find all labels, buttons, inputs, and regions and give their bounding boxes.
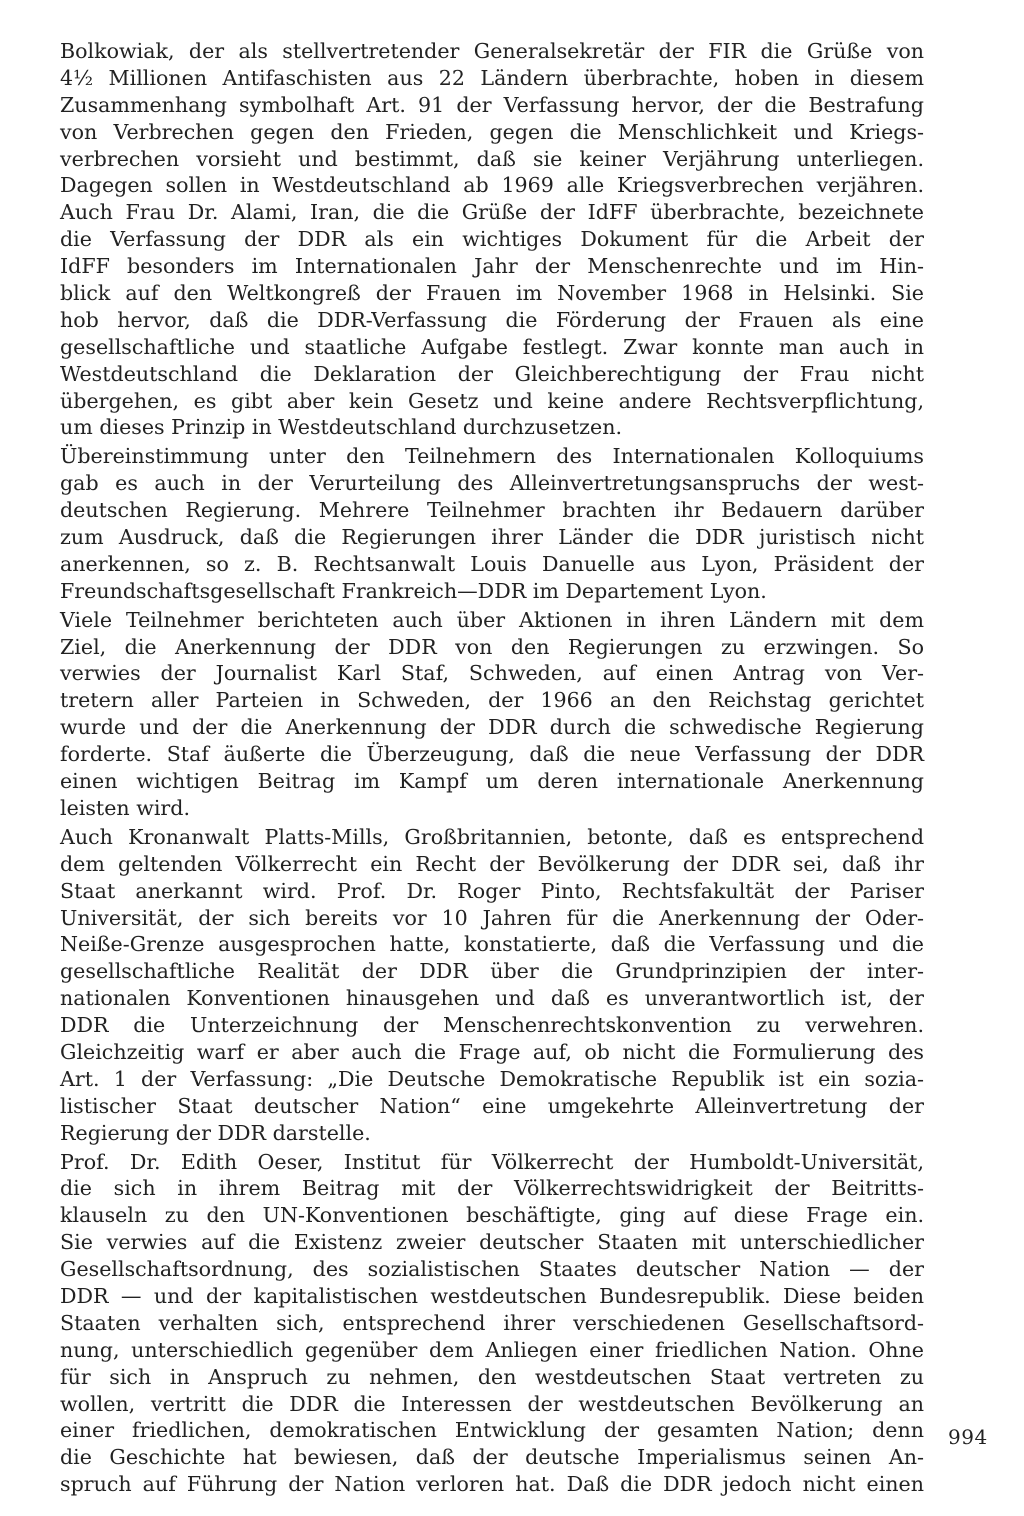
text-line (60, 687, 924, 714)
text-run: Gesellschaftsordnung, des sozialistischen Staates deutscher Nation — der (60, 1257, 924, 1282)
text-line (60, 1202, 924, 1229)
text-run: zum Ausdruck, daß die Regierungen ihrer Länder die DDR juristisch nicht (60, 525, 924, 550)
text-run: für sich in Anspruch zu nehmen, den westdeutschen Staat vertreten zu (60, 1364, 924, 1389)
text-line (60, 768, 924, 795)
text-run: listischer Staat deutscher Nation“ eine umgekehrte Alleinvertretung der (60, 1093, 924, 1118)
text-run: wollen, vertritt die DDR die Interessen der westdeutschen Bevölkerung an (60, 1391, 924, 1416)
text-line (60, 1012, 924, 1039)
text-run: übergehen, es gibt aber kein Gesetz und keine andere Rechtsverpflichtung, (60, 388, 924, 413)
text-line (60, 1256, 924, 1283)
italic-name: Platts-Mills, (264, 824, 390, 849)
text-run: Sie verwies auf die Existenz zweier deutscher Staaten mit unterschiedlicher (60, 1230, 924, 1255)
text-line (60, 1229, 924, 1256)
text-run: tretern aller Parteien in Schweden, der 1966 an den Reichstag gerichtet (60, 688, 924, 713)
body-text (60, 38, 924, 1500)
text-run: deutschen Regierung. Mehrere Teilnehmer brachten ihr Bedauern darüber (60, 498, 924, 523)
text-run: aus Lyon, Präsident der (634, 551, 924, 576)
text-line (60, 334, 924, 361)
text-line (60, 1283, 924, 1310)
text-run: Staaten verhalten sich, entsprechend ihrer verschiedenen Gesellschaftsord- (60, 1310, 924, 1335)
text-line (60, 985, 924, 1012)
text-run: Dagegen sollen in Westdeutschland ab 1969 alle Kriegsverbrechen verjähren. (60, 173, 924, 198)
text-line (60, 1444, 924, 1471)
text-run: Westdeutschland die Deklaration der Gleichberechtigung der Frau nicht (60, 361, 924, 386)
text-run: hob hervor, daß die DDR-Verfassung die Förderung der Frauen als eine (60, 307, 924, 332)
text-line (60, 578, 924, 605)
text-run: verbrechen vorsieht und bestimmt, daß sie keiner Verjährung unterliegen. (60, 146, 924, 171)
text-line (60, 307, 924, 334)
italic-name: Bolkowiak, (60, 39, 175, 63)
text-line (60, 38, 924, 65)
text-line (60, 199, 924, 226)
paragraph (60, 607, 924, 822)
text-line (60, 497, 924, 524)
text-run: der als stellvertretender Generalsekretär der FIR die Grüße von (174, 39, 924, 63)
text-run: Schweden, auf einen Antrag von Ver- (449, 661, 925, 686)
italic-name: Prof. Dr. Roger Pinto, (336, 878, 602, 903)
text-line (60, 795, 924, 822)
text-run: gesellschaftliche Realität der DDR über die Grundprinzipien der inter- (60, 959, 924, 984)
page-number: 994 (948, 1425, 988, 1449)
text-line (60, 1471, 924, 1498)
text-run: Regierung der DDR darstelle. (60, 1120, 371, 1145)
text-line (60, 470, 924, 497)
text-line (60, 1093, 924, 1120)
text-run: Gleichzeitig warf er aber auch die Frage auf, ob nicht die Formulierung des (60, 1039, 924, 1064)
text-line (60, 660, 924, 687)
text-run: Institut für Völkerrecht der Humboldt-Universität, (323, 1149, 924, 1174)
text-line (60, 361, 924, 388)
text-run: Auch Kronanwalt (60, 824, 265, 849)
text-line (60, 905, 924, 932)
text-line (60, 714, 924, 741)
text-run: verwies der Journalist (60, 661, 337, 686)
text-run: nationalen Konventionen hinausgehen und daß es unverantwortlich ist, der (60, 986, 924, 1011)
italic-name: Louis Danuelle (470, 551, 635, 576)
text-run: Viele Teilnehmer berichteten auch über Aktionen in ihren Ländern mit dem (60, 607, 924, 632)
text-run: einen wichtigen Beitrag im Kampf um deren internationale Anerkennung (60, 769, 924, 794)
text-run: die Verfassung der DDR als ein wichtiges Dokument für die Arbeit der (60, 227, 924, 252)
text-line (60, 226, 924, 253)
text-line (60, 1120, 924, 1147)
text-line (60, 851, 924, 878)
text-line (60, 1039, 924, 1066)
text-line (60, 607, 924, 634)
italic-name: Karl Staf, (336, 661, 450, 686)
text-line (60, 146, 924, 173)
text-line (60, 931, 924, 958)
text-run: um dieses Prinzip in Westdeutschland durchzusetzen. (60, 415, 623, 440)
italic-name: Dr. Alami, (187, 200, 298, 225)
text-line (60, 1149, 924, 1176)
text-run: forderte. Staf äußerte die Überzeugung, daß die neue Verfassung der DDR (60, 742, 924, 767)
text-line (60, 1175, 924, 1202)
text-run: Auch Frau (60, 200, 188, 225)
text-line (60, 414, 924, 441)
text-run: 4½ Millionen Antifaschisten aus 22 Ländern überbrachte, hoben in diesem (60, 65, 924, 90)
text-run: einer friedlichen, demokratischen Entwicklung der gesamten Nation; denn (60, 1418, 924, 1443)
text-line (60, 172, 924, 199)
text-run: Ziel, die Anerkennung der DDR von den Regierungen zu erzwingen. So (60, 634, 924, 659)
text-run: die Geschichte hat bewiesen, daß der deutsche Imperialismus seinen An- (60, 1445, 924, 1470)
text-line (60, 958, 924, 985)
text-line (60, 1337, 924, 1364)
text-run: blick auf den Weltkongreß der Frauen im November 1968 in Helsinki. Sie (60, 281, 924, 306)
text-line (60, 551, 924, 578)
text-run: Iran, die die Grüße der IdFF überbrachte, bezeichnete (297, 200, 924, 225)
text-run: Neiße-Grenze ausgesprochen hatte, konstatierte, daß die Verfassung und die (60, 932, 924, 957)
text-run: nung, unterschiedlich gegenüber dem Anliegen einer friedlichen Nation. Ohne (60, 1337, 924, 1362)
text-line (60, 524, 924, 551)
paragraph (60, 1149, 924, 1499)
text-run: Übereinstimmung unter den Teilnehmern des Internationalen Kolloquiums (60, 444, 924, 469)
text-run: Universität, der sich bereits vor 10 Jahren für die Anerkennung der Oder- (60, 905, 924, 930)
text-run: Zusammenhang symbolhaft Art. 91 der Verfassung hervor, der die Bestrafung (60, 92, 924, 117)
paragraph (60, 443, 924, 604)
text-line (60, 1066, 924, 1093)
text-run: anerkennen, so z. B. Rechtsanwalt (60, 551, 471, 576)
text-line (60, 1417, 924, 1444)
text-run: Art. 1 der Verfassung: „Die Deutsche Demokratische Republik ist ein sozia- (60, 1066, 924, 1091)
text-line (60, 253, 924, 280)
text-run: spruch auf Führung der Nation verloren hat. Daß die DDR jedoch nicht einen (60, 1472, 924, 1497)
text-line (60, 824, 924, 851)
text-line (60, 443, 924, 470)
paragraph (60, 824, 924, 1147)
italic-name: Prof. Dr. Edith Oeser, (60, 1149, 324, 1174)
text-run: leisten wird. (60, 795, 190, 820)
text-line (60, 65, 924, 92)
text-run: Rechtsfakultät der Pariser (601, 878, 924, 903)
text-run: von Verbrechen gegen den Frieden, gegen die Menschlichkeit und Kriegs- (60, 119, 924, 144)
text-run: die sich in ihrem Beitrag mit der Völkerrechtswidrigkeit der Beitritts- (60, 1176, 924, 1201)
text-line (60, 741, 924, 768)
text-run: gesellschaftliche und staatliche Aufgabe festlegt. Zwar konnte man auch in (60, 334, 924, 359)
text-line (60, 280, 924, 307)
text-line (60, 878, 924, 905)
text-line (60, 1364, 924, 1391)
text-line (60, 119, 924, 146)
paragraph (60, 38, 924, 441)
text-run: gab es auch in der Verurteilung des Alleinvertretungsanspruchs der west- (60, 471, 924, 496)
text-line (60, 634, 924, 661)
text-run: Großbritannien, betonte, daß es entsprechend (389, 824, 925, 849)
text-line (60, 388, 924, 415)
text-line (60, 92, 924, 119)
text-run: klauseln zu den UN-Konventionen beschäftigte, ging auf diese Frage ein. (60, 1203, 924, 1228)
text-run: dem geltenden Völkerrecht ein Recht der Bevölkerung der DDR sei, daß ihr (60, 851, 924, 876)
text-run: wurde und der die Anerkennung der DDR durch die schwedische Regierung (60, 715, 924, 740)
text-run: DDR die Unterzeichnung der Menschenrechtskonvention zu verwehren. (60, 1013, 924, 1038)
text-line (60, 1391, 924, 1418)
text-run: IdFF besonders im Internationalen Jahr der Menschenrechte und im Hin- (60, 254, 924, 279)
text-run: Freundschaftsgesellschaft Frankreich—DDR im Departement Lyon. (60, 578, 767, 603)
text-run: Staat anerkannt wird. (60, 878, 337, 903)
text-line (60, 1310, 924, 1337)
text-run: DDR — und der kapitalistischen westdeutschen Bundesrepublik. Diese beiden (60, 1283, 924, 1308)
